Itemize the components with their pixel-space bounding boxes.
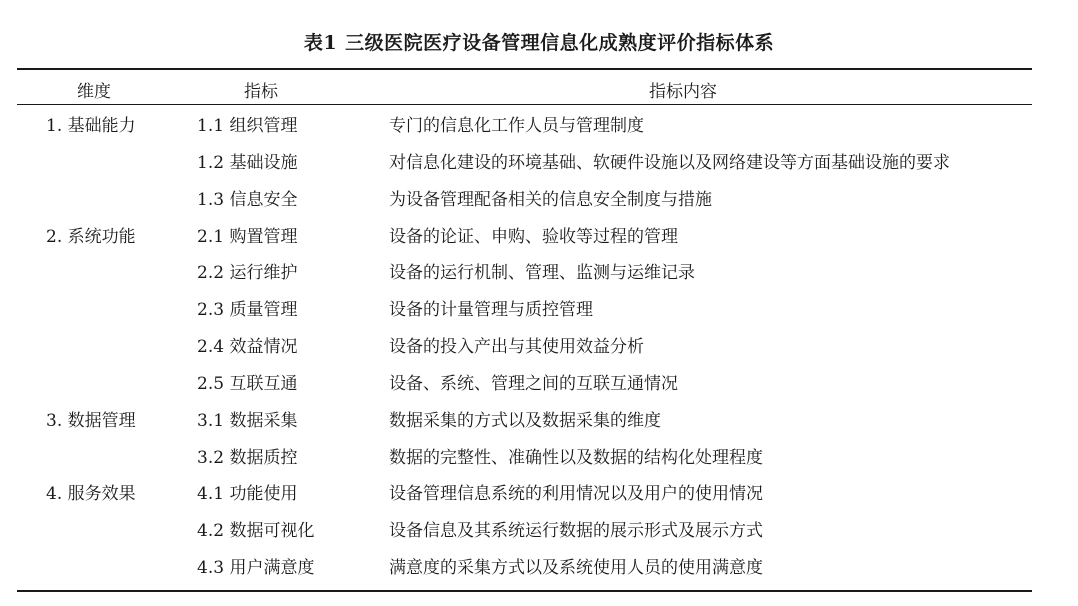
table-row	[17, 403, 1032, 440]
table-header-rule	[17, 104, 1032, 105]
cell-content: 设备的运行机制、管理、监测与运维记录	[389, 263, 695, 284]
cell-indicator: 4.2 数据可视化	[197, 521, 315, 542]
cell-dimension: 1. 基础能力	[46, 116, 136, 136]
table-header	[17, 70, 1032, 104]
table-row	[17, 182, 1032, 219]
cell-content: 设备管理信息系统的利用情况以及用户的使用情况	[389, 484, 763, 505]
cell-content: 专门的信息化工作人员与管理制度	[389, 116, 644, 136]
cell-content: 设备的计量管理与质控管理	[389, 300, 593, 321]
cell-content: 数据采集的方式以及数据采集的维度	[389, 410, 661, 431]
cell-content: 数据的完整性、准确性以及数据的结构化处理程度	[389, 447, 763, 468]
cell-indicator: 2.3 质量管理	[197, 300, 298, 321]
table-row	[17, 108, 1032, 145]
cell-indicator: 1.2 基础设施	[197, 152, 298, 173]
cell-indicator: 1.1 组织管理	[197, 116, 298, 136]
table-row	[17, 219, 1032, 256]
table-row	[17, 513, 1032, 550]
cell-content: 设备的投入产出与其使用效益分析	[389, 337, 644, 358]
table-row	[17, 329, 1032, 366]
table-row	[17, 440, 1032, 477]
table-row	[17, 145, 1032, 182]
cell-indicator: 2.2 运行维护	[197, 263, 298, 284]
table-row	[17, 255, 1032, 292]
cell-content: 对信息化建设的环境基础、软硬件设施以及网络建设等方面基础设施的要求	[389, 152, 950, 173]
table-number: 表1	[303, 32, 338, 54]
table-bottom-rule	[17, 590, 1032, 592]
cell-dimension: 2. 系统功能	[46, 226, 136, 247]
table-row	[17, 292, 1032, 329]
cell-indicator: 1.3 信息安全	[197, 189, 298, 210]
header-dimension: 维度	[77, 82, 111, 102]
header-content: 指标内容	[649, 82, 717, 102]
table-row	[17, 476, 1032, 513]
cell-indicator: 3.1 数据采集	[197, 410, 298, 431]
cell-content: 满意度的采集方式以及系统使用人员的使用满意度	[389, 558, 763, 579]
table-body	[17, 108, 1032, 587]
cell-content: 设备的论证、申购、验收等过程的管理	[389, 226, 678, 247]
header-indicator: 指标	[244, 82, 278, 102]
cell-indicator: 3.2 数据质控	[197, 447, 298, 468]
cell-content: 设备、系统、管理之间的互联互通情况	[389, 373, 678, 394]
table-caption	[0, 28, 1078, 55]
cell-indicator: 2.4 效益情况	[197, 337, 298, 358]
table-row	[17, 550, 1032, 587]
cell-indicator: 4.3 用户满意度	[197, 558, 315, 579]
table-row	[17, 366, 1032, 403]
cell-indicator: 2.1 购置管理	[197, 226, 298, 247]
cell-dimension: 3. 数据管理	[46, 410, 136, 431]
cell-indicator: 2.5 互联互通	[197, 373, 298, 394]
table-title: 三级医院医疗设备管理信息化成熟度评价指标体系	[345, 32, 775, 54]
cell-indicator: 4.1 功能使用	[197, 484, 298, 505]
cell-content: 为设备管理配备相关的信息安全制度与措施	[389, 189, 712, 210]
cell-content: 设备信息及其系统运行数据的展示形式及展示方式	[389, 521, 763, 542]
cell-dimension: 4. 服务效果	[46, 484, 136, 505]
